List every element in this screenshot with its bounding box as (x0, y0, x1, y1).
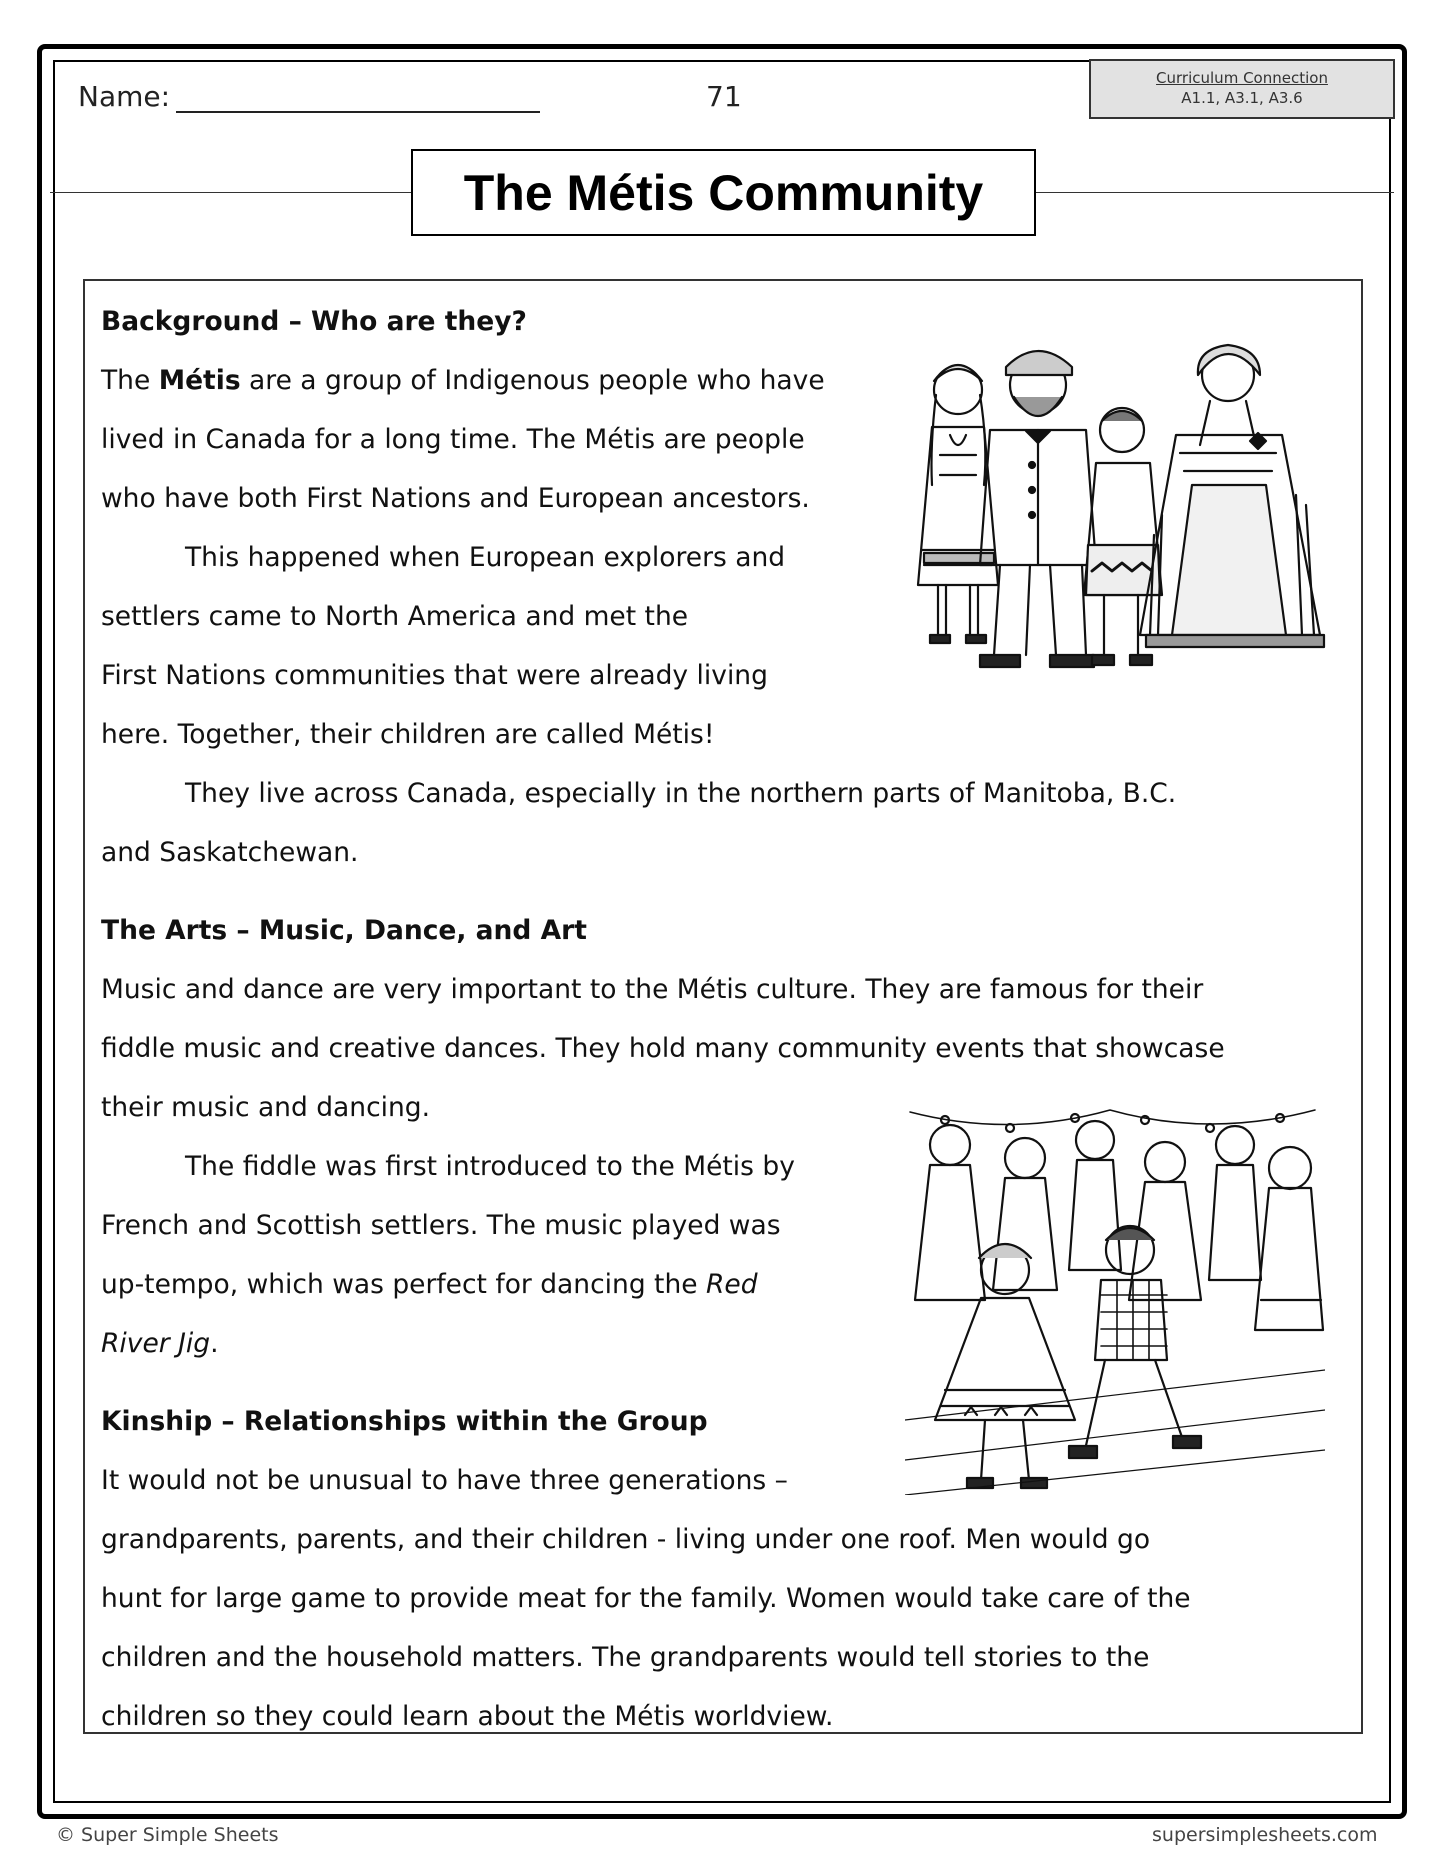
background-line-1 (101, 351, 825, 410)
title-rule-right (1036, 192, 1394, 193)
curriculum-connection-box (1089, 59, 1395, 119)
background-line-3: who have both First Nations and European ancestors. (101, 483, 810, 514)
dancer-head (1216, 1126, 1254, 1164)
metis-bold-term: Métis (158, 365, 241, 396)
dancer-head (1005, 1138, 1045, 1178)
title-rule-left (50, 192, 412, 193)
dancer-head (1076, 1121, 1114, 1159)
curriculum-title: Curriculum Connection (1156, 69, 1328, 87)
page-number: 71 (706, 80, 742, 113)
text-segment: The (101, 365, 159, 396)
footer-website: supersimplesheets.com (1152, 1824, 1378, 1846)
background-line-7: here. Together, their children are called Métis! (101, 719, 715, 750)
kinship-line-5: children so they could learn about the Métis worldview. (101, 1701, 834, 1732)
curriculum-codes: A1.1, A3.1, A3.6 (1181, 89, 1303, 107)
kinship-line-1: It would not be unusual to have three generations – (101, 1465, 788, 1496)
arts-line-6 (101, 1255, 758, 1314)
metis-family-illustration (910, 335, 1330, 725)
kinship-line-2: grandparents, parents, and their children - living under one roof. Men would go (101, 1524, 1151, 1555)
red-river-jig-italic: River Jig (101, 1328, 211, 1359)
dancer-head (1269, 1147, 1311, 1189)
background-line-5: settlers came to North America and met the (101, 601, 689, 632)
kinship-heading: Kinship – Relationships within the Group (101, 1406, 708, 1437)
text-segment: . (210, 1328, 219, 1359)
background-line-4: This happened when European explorers and (185, 542, 786, 573)
arts-line-7 (101, 1314, 219, 1373)
arts-line-5: French and Scottish settlers. The music played was (101, 1210, 781, 1241)
page-title: The Métis Community (411, 149, 1036, 236)
background-line-6: First Nations communities that were already living (101, 660, 768, 691)
name-blank-line[interactable] (176, 111, 540, 113)
text-segment: are a group of Indigenous people who have (240, 365, 825, 396)
background-heading: Background – Who are they? (101, 306, 527, 337)
dancer-head (1145, 1142, 1185, 1182)
background-line-9: and Saskatchewan. (101, 837, 359, 868)
dancer-head (930, 1125, 970, 1165)
arts-line-2: fiddle music and creative dances. They hold many community events that showcase (101, 1033, 1225, 1064)
kinship-line-4: children and the household matters. The grandparents would tell stories to the (101, 1642, 1150, 1673)
footer-copyright: © Super Simple Sheets (56, 1824, 279, 1846)
kinship-line-3: hunt for large game to provide meat for the family. Women would take care of the (101, 1583, 1191, 1614)
metis-dancers-illustration (905, 1090, 1325, 1495)
arts-line-1: Music and dance are very important to the Métis culture. They are famous for their (101, 974, 1204, 1005)
arts-line-3: their music and dancing. (101, 1092, 431, 1123)
arts-line-4: The fiddle was first introduced to the Métis by (185, 1151, 795, 1182)
name-label: Name: (78, 80, 171, 113)
background-line-8: They live across Canada, especially in the northern parts of Manitoba, B.C. (185, 778, 1177, 809)
background-line-2: lived in Canada for a long time. The Métis are people (101, 424, 805, 455)
red-river-jig-italic: Red (705, 1269, 758, 1300)
text-segment: up-tempo, which was perfect for dancing the (101, 1269, 706, 1300)
arts-heading: The Arts – Music, Dance, and Art (101, 915, 587, 946)
